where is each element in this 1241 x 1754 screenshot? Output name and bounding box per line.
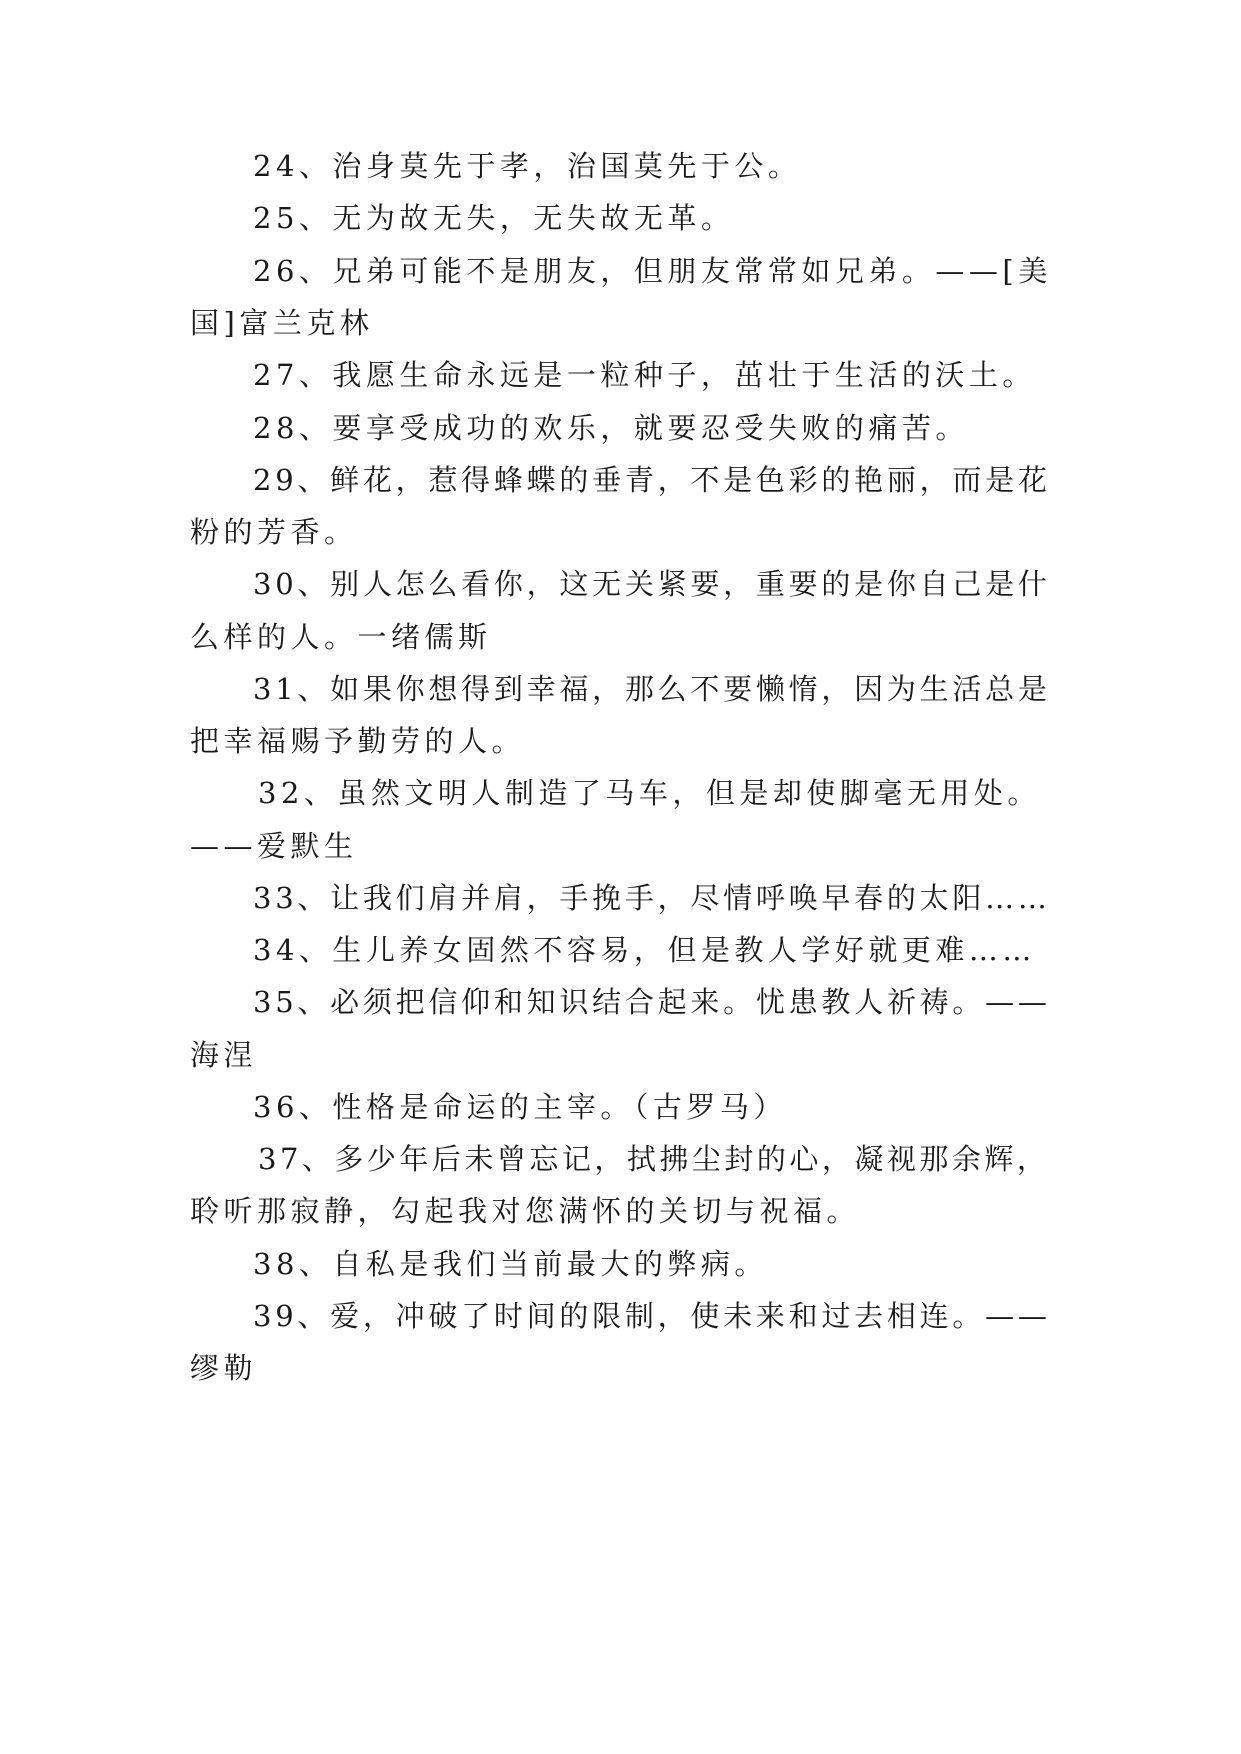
quote-39-line-2: 缪勒 xyxy=(190,1351,258,1385)
quote-34-line-1: 34、生儿养女固然不容易，但是教人学好就更难…… xyxy=(253,933,1036,967)
quote-32-line-1: 32、虽然文明人制造了马车，但是却使脚毫无用处。 xyxy=(258,776,1041,810)
quote-35-line-2: 海涅 xyxy=(190,1038,258,1072)
quote-26-line-1: 26、兄弟可能不是朋友，但朋友常常如兄弟。——[美 xyxy=(253,254,1052,288)
quote-29-line-2: 粉的芳香。 xyxy=(190,515,358,549)
quote-28-line-1: 28、要享受成功的欢乐，就要忍受失败的痛苦。 xyxy=(253,411,969,445)
quote-29-line-1: 29、鲜花，惹得蜂蝶的垂青，不是色彩的艳丽，而是花 xyxy=(253,463,1051,497)
quote-33-line-1: 33、让我们肩并肩，手挽手，尽情呼唤早春的太阳…… xyxy=(253,881,1051,915)
quote-38-line-1: 38、自私是我们当前最大的弊病。 xyxy=(253,1247,768,1281)
quote-31-line-1: 31、如果你想得到幸福，那么不要懒惰，因为生活总是 xyxy=(253,672,1051,706)
quote-31-line-2: 把幸福赐予勤劳的人。 xyxy=(190,724,526,758)
quote-26-line-2: 国]富兰克林 xyxy=(190,306,374,340)
quote-27-line-1: 27、我愿生命永远是一粒种子，茁壮于生活的沃土。 xyxy=(253,358,1036,392)
quote-35-line-1: 35、必须把信仰和知识结合起来。忧患教人祈祷。—— xyxy=(253,985,1051,1019)
quote-30-line-1: 30、别人怎么看你，这无关紧要，重要的是你自己是什 xyxy=(253,567,1051,601)
quote-39-line-1: 39、爱，冲破了时间的限制，使未来和过去相连。—— xyxy=(253,1299,1051,1333)
quote-25-line-1: 25、无为故无失，无失故无革。 xyxy=(253,201,735,235)
quote-24-line-1: 24、治身莫先于孝，治国莫先于公。 xyxy=(253,149,802,183)
quote-32-line-2: ——爱默生 xyxy=(190,829,358,863)
quote-30-line-2: 么样的人。一绪儒斯 xyxy=(190,620,492,654)
quote-36-line-1: 36、性格是命运的主宰。（古罗马） xyxy=(253,1090,787,1124)
quote-37-line-1: 37、多少年后未曾忘记，拭拂尘封的心，凝视那余辉， xyxy=(258,1142,1050,1176)
quote-37-line-2: 聆听那寂静，勾起我对您满怀的关切与祝福。 xyxy=(190,1194,861,1228)
